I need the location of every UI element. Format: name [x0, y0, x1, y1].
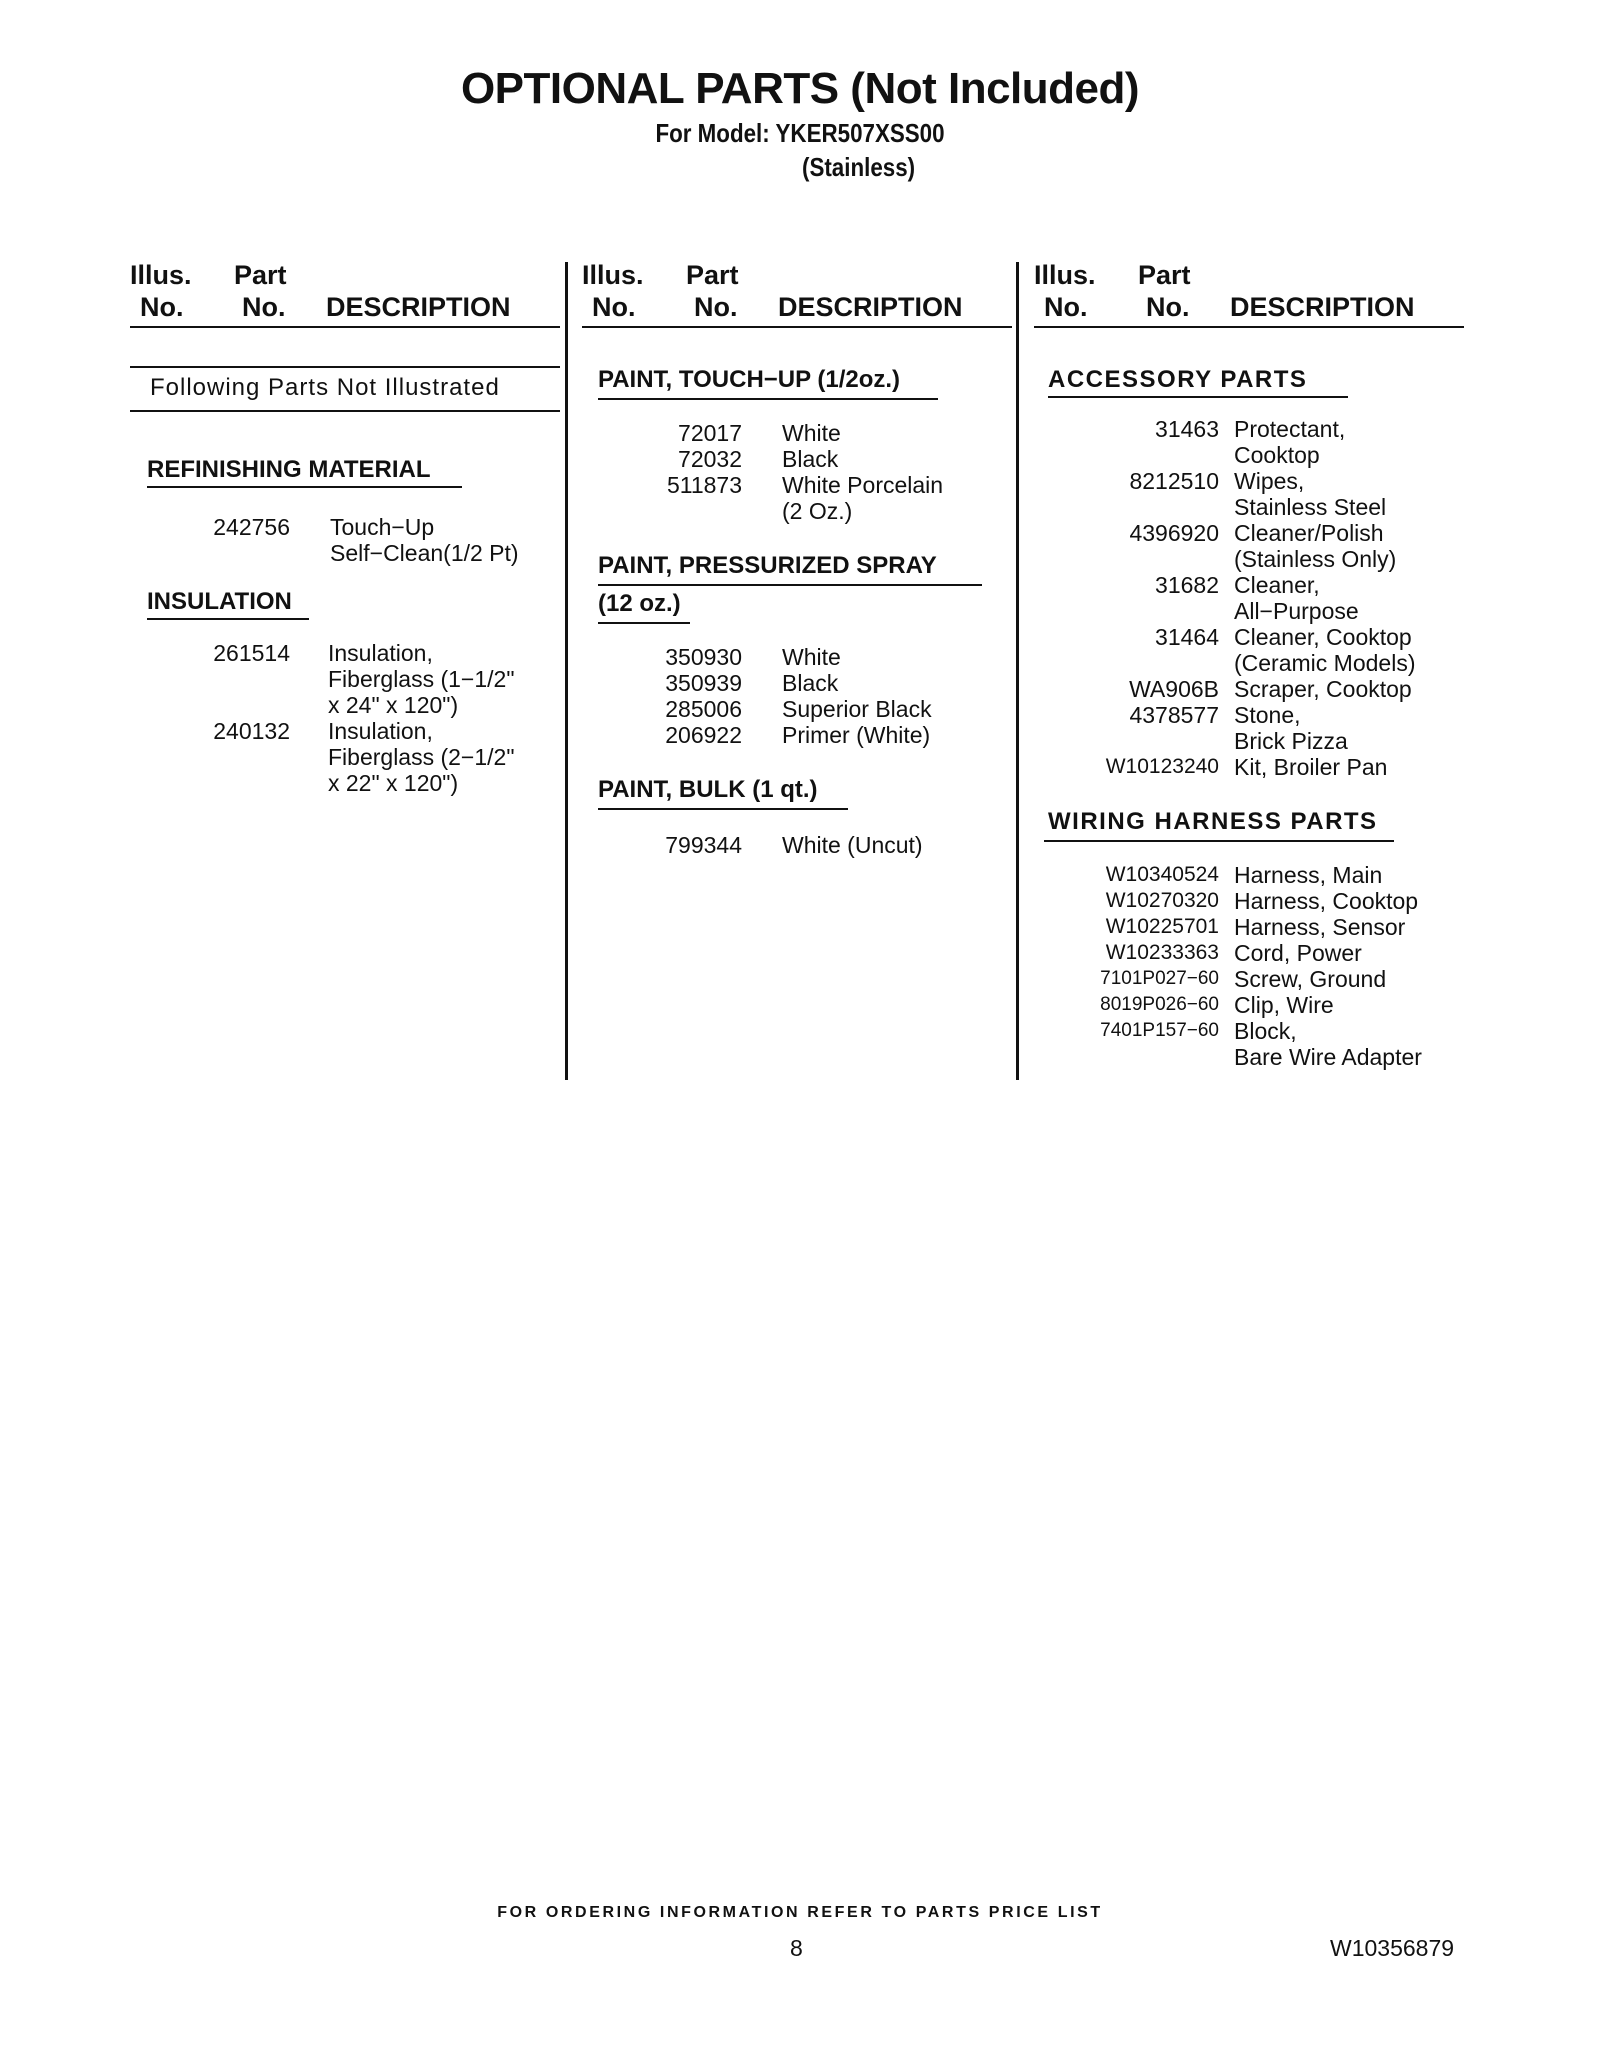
footer-note: FOR ORDERING INFORMATION REFER TO PARTS PRICE LIST	[497, 1904, 1103, 1921]
part-description: (Ceramic Models)	[1234, 650, 1416, 676]
column-divider	[565, 262, 568, 1080]
part-number: 285006	[665, 696, 742, 722]
header-description: DESCRIPTION	[326, 292, 511, 322]
header-illus-top: Illus.	[130, 260, 192, 290]
part-number: 72032	[678, 446, 742, 472]
part-number: 7101P027−60	[1100, 968, 1219, 989]
header-description: DESCRIPTION	[1230, 292, 1415, 322]
part-description: Harness, Cooktop	[1234, 888, 1419, 914]
section-underline	[147, 486, 462, 488]
part-description: Harness, Main	[1234, 862, 1383, 888]
divider	[130, 366, 560, 368]
part-number: 799344	[665, 832, 742, 858]
part-description: Self−Clean(1/2 Pt)	[330, 540, 519, 566]
part-number: 242756	[213, 514, 290, 540]
part-number: W10225701	[1105, 915, 1219, 938]
part-number: 240132	[213, 718, 290, 744]
part-description: Superior Black	[782, 696, 932, 722]
section-underline	[598, 808, 848, 810]
header-rule	[582, 326, 1012, 328]
header-part-top: Part	[234, 260, 287, 290]
header-illus-bottom: No.	[592, 292, 636, 322]
column-1	[130, 260, 570, 1080]
part-number: 31682	[1155, 572, 1219, 598]
divider	[130, 410, 560, 412]
section-title-paint-spray-line2: (12 oz.)	[598, 590, 681, 617]
part-description: All−Purpose	[1234, 598, 1359, 624]
part-number: 350939	[665, 670, 742, 696]
part-number: 8019P026−60	[1100, 994, 1219, 1015]
part-number: 72017	[678, 420, 742, 446]
part-description: White	[782, 420, 841, 446]
section-underline	[147, 618, 309, 620]
header-part-bottom: No.	[694, 292, 738, 322]
part-description: Clip, Wire	[1234, 992, 1334, 1018]
part-description: White Porcelain	[782, 472, 944, 498]
part-description: Cleaner/Polish	[1234, 520, 1384, 546]
part-description: Insulation,	[328, 718, 433, 744]
column-3	[1034, 260, 1484, 1080]
part-number: 7401P157−60	[1100, 1020, 1219, 1041]
part-description: Fiberglass (2−1/2"	[328, 744, 515, 770]
part-description: Stone,	[1234, 702, 1301, 728]
model-variant: (Stainless)	[802, 152, 916, 182]
part-number: W10123240	[1105, 755, 1219, 778]
header-illus-bottom: No.	[140, 292, 184, 322]
document-number: W10356879	[1330, 1935, 1455, 1961]
section-title-paint-touchup: PAINT, TOUCH−UP (1/2oz.)	[598, 366, 901, 393]
section-underline	[1048, 396, 1348, 398]
section-title-insulation: INSULATION	[147, 588, 292, 615]
part-number: 31464	[1155, 624, 1219, 650]
part-description: Block,	[1234, 1018, 1297, 1044]
header-rule	[1034, 326, 1464, 328]
part-number: 8212510	[1129, 468, 1219, 494]
part-number: 4396920	[1129, 520, 1219, 546]
part-description: Insulation,	[328, 640, 433, 666]
header-illus-top: Illus.	[1034, 260, 1096, 290]
part-number: WA906B	[1129, 676, 1219, 702]
part-description: White	[782, 644, 841, 670]
header-illus-bottom: No.	[1044, 292, 1088, 322]
part-description: (Stainless Only)	[1234, 546, 1397, 572]
part-description: Wipes,	[1234, 468, 1305, 494]
part-description: Bare Wire Adapter	[1234, 1044, 1422, 1070]
part-number: 350930	[665, 644, 742, 670]
section-underline	[598, 398, 938, 400]
section-title-refinishing: REFINISHING MATERIAL	[147, 456, 431, 483]
part-number: W10340524	[1105, 863, 1219, 886]
model-line: For Model: YKER507XSS00	[655, 118, 945, 148]
header-illus-top: Illus.	[582, 260, 644, 290]
part-description: Brick Pizza	[1234, 728, 1348, 754]
section-underline	[1044, 840, 1394, 842]
part-description: Harness, Sensor	[1234, 914, 1406, 940]
part-number: 206922	[665, 722, 742, 748]
page-number: 8	[790, 1935, 803, 1961]
part-description: Fiberglass (1−1/2"	[328, 666, 515, 692]
part-description: Black	[782, 670, 839, 696]
header-part-top: Part	[686, 260, 739, 290]
header-part-bottom: No.	[1146, 292, 1190, 322]
column-divider	[1016, 262, 1019, 1080]
section-underline	[598, 584, 982, 586]
part-description: Kit, Broiler Pan	[1234, 754, 1388, 780]
part-description: Screw, Ground	[1234, 966, 1387, 992]
part-description: Cleaner,	[1234, 572, 1320, 598]
section-title-accessory: ACCESSORY PARTS	[1048, 366, 1308, 393]
header-part-top: Part	[1138, 260, 1191, 290]
part-number: 4378577	[1129, 702, 1219, 728]
part-description: Black	[782, 446, 839, 472]
part-description: Touch−Up	[330, 514, 435, 540]
part-description: Cleaner, Cooktop	[1234, 624, 1412, 650]
page-title: OPTIONAL PARTS (Not Included)	[460, 64, 1140, 113]
header-rule	[130, 326, 560, 328]
part-description: Primer (White)	[782, 722, 931, 748]
section-title-paint-spray: PAINT, PRESSURIZED SPRAY	[598, 552, 937, 579]
part-description: Scraper, Cooktop	[1234, 676, 1412, 702]
part-description: x 24" x 120")	[328, 692, 459, 718]
section-underline	[598, 622, 690, 624]
part-number: W10270320	[1105, 889, 1219, 912]
part-number: 511873	[666, 472, 742, 498]
part-description: x 22" x 120")	[328, 770, 459, 796]
part-description: Stainless Steel	[1234, 494, 1387, 520]
column-2	[582, 260, 1022, 1080]
header-description: DESCRIPTION	[778, 292, 963, 322]
part-number: W10233363	[1105, 941, 1219, 964]
section-title-paint-bulk: PAINT, BULK (1 qt.)	[598, 776, 818, 803]
part-number: 261514	[213, 640, 290, 666]
section-title-wiring: WIRING HARNESS PARTS	[1048, 808, 1378, 835]
part-description: Cord, Power	[1234, 940, 1362, 966]
part-description: Cooktop	[1234, 442, 1320, 468]
header-part-bottom: No.	[242, 292, 286, 322]
part-description: (2 Oz.)	[782, 498, 853, 524]
part-description: Protectant,	[1234, 416, 1346, 442]
not-illustrated-note: Following Parts Not Illustrated	[150, 374, 500, 401]
part-number: 31463	[1155, 416, 1219, 442]
part-description: White (Uncut)	[782, 832, 923, 858]
